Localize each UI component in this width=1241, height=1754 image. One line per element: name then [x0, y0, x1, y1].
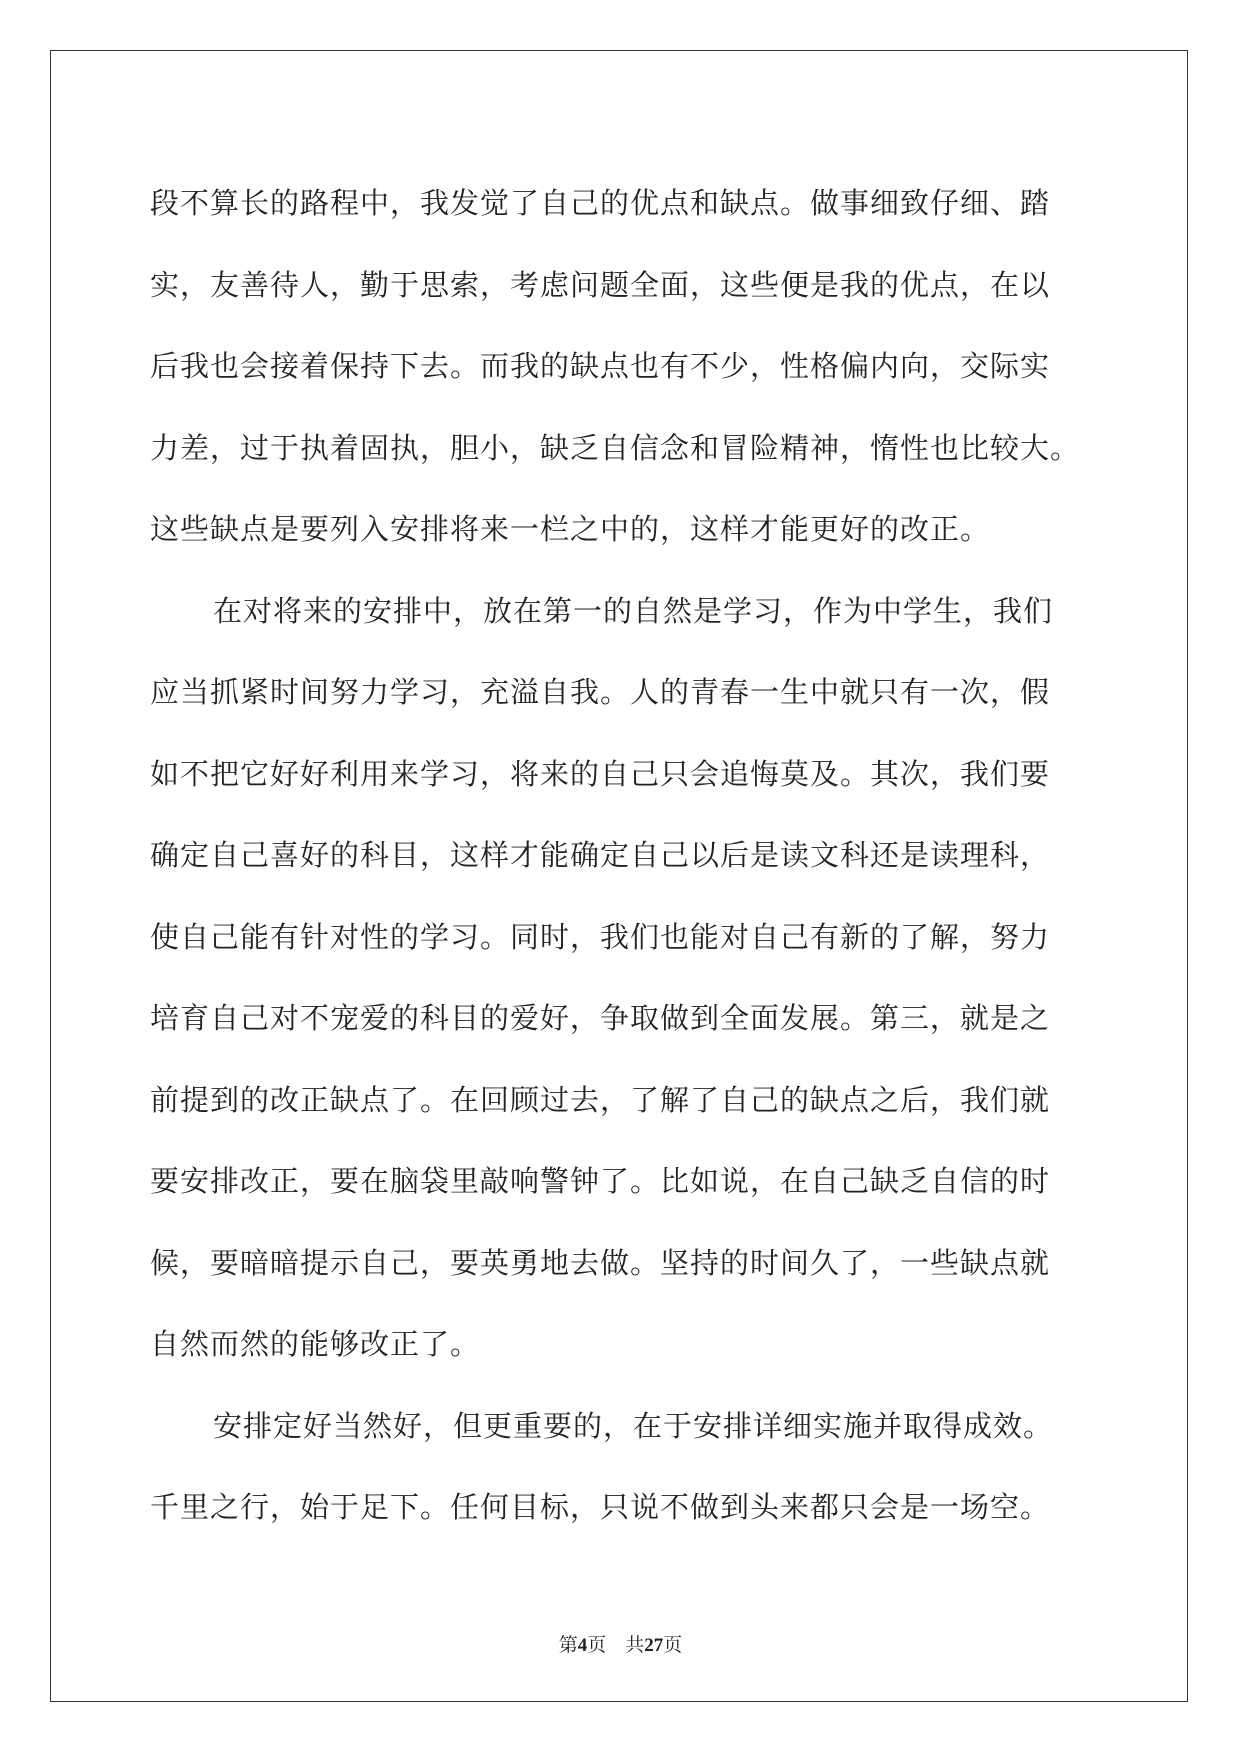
text-line: 应当抓紧时间努力学习，充溢自我。人的青春一生中就只有一次，假	[150, 675, 1051, 709]
text-line: 力差，过于执着固执，胆小，缺乏自信念和冒险精神，惰性也比较大。	[150, 430, 1081, 465]
text-line: 安排定好当然好，但更重要的，在于安排详细实施并取得成效。	[213, 1408, 1054, 1443]
page-prefix: 第	[558, 1635, 578, 1656]
text-line: 这些缺点是要列入安排将来一栏之中的，这样才能更好的改正。	[150, 512, 991, 546]
page-number: 4	[577, 1635, 588, 1656]
total-pages: 27	[644, 1635, 664, 1656]
text-line: 要安排改正，要在脑袋里敲响警钟了。比如说，在自己缺乏自信的时	[150, 1164, 1051, 1198]
text-line: 确定自己喜好的科目，这样才能确定自己以后是读文科还是读理科，	[150, 838, 1051, 872]
page-suffix: 页	[587, 1635, 607, 1656]
total-prefix: 共	[625, 1635, 645, 1656]
paragraph-3	[150, 1386, 1110, 1549]
text-line: 实，友善待人，勤于思索，考虑问题全面，这些便是我的优点，在以	[150, 267, 1051, 302]
text-line: 如不把它好好利用来学习，将来的自己只会追悔莫及。其次，我们要	[150, 756, 1051, 791]
total-suffix: 页	[663, 1635, 683, 1656]
paragraph-2	[150, 571, 1110, 1386]
text-line: 自然而然的能够改正了。	[150, 1327, 481, 1361]
text-line: 后我也会接着保持下去。而我的缺点也有不少，性格偏内向，交际实	[150, 349, 1051, 383]
text-line: 在对将来的安排中，放在第一的自然是学习，作为中学生，我们	[213, 593, 1054, 628]
document-body	[150, 163, 1110, 1549]
text-line: 千里之行，始于足下。任何目标，只说不做到头来都只会是一场空。	[150, 1490, 1051, 1524]
text-line: 培育自己对不宠爱的科目的爱好，争取做到全面发展。第三，就是之	[150, 1001, 1051, 1035]
page-footer	[0, 1630, 1241, 1657]
text-line: 前提到的改正缺点了。在回顾过去，了解了自己的缺点之后，我们就	[150, 1082, 1051, 1117]
text-line: 使自己能有针对性的学习。同时，我们也能对自己有新的了解，努力	[150, 919, 1051, 954]
text-line: 候，要暗暗提示自己，要英勇地去做。坚持的时间久了，一些缺点就	[150, 1245, 1051, 1280]
text-line: 段不算长的路程中，我发觉了自己的优点和缺点。做事细致仔细、踏	[150, 186, 1051, 220]
paragraph-1	[150, 163, 1110, 571]
